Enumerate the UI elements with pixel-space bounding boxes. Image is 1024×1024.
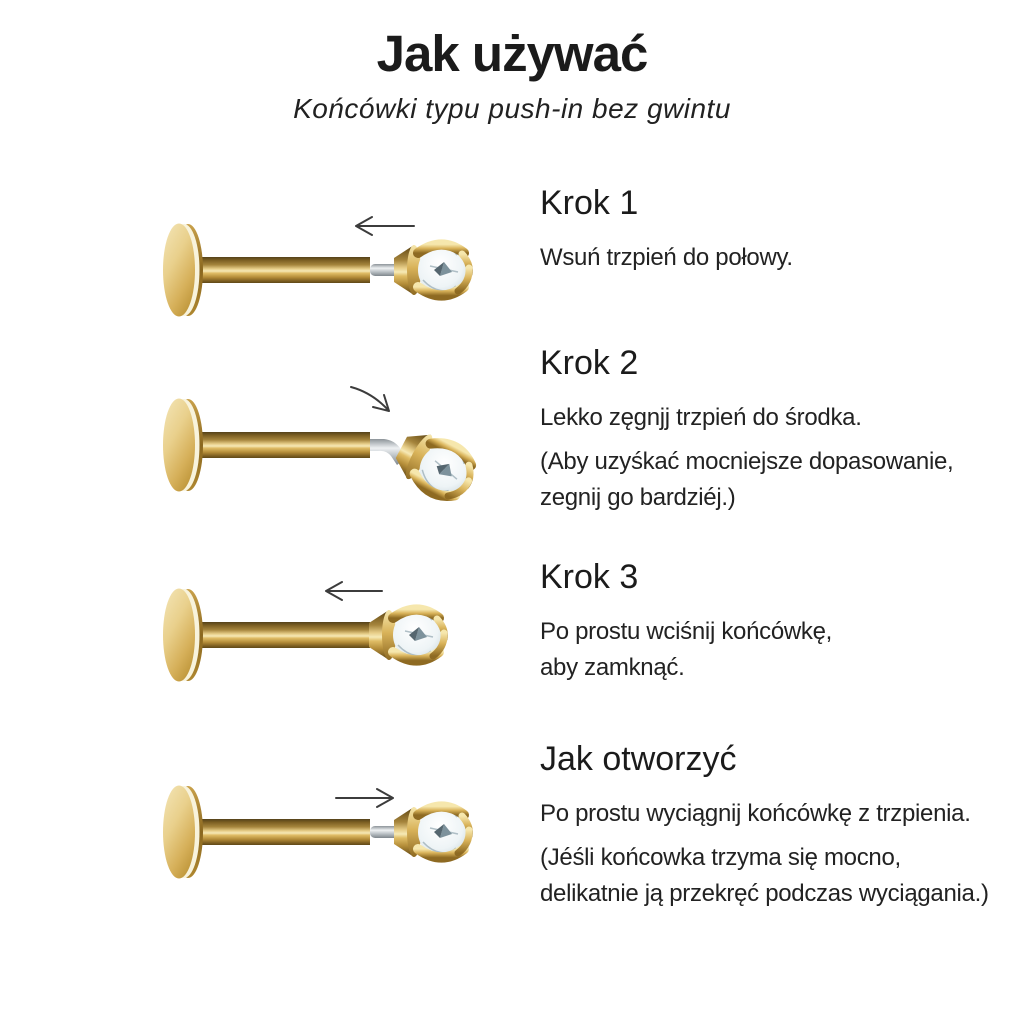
gem-top	[369, 609, 445, 661]
arrow-left-icon	[326, 582, 382, 600]
gem-top	[394, 244, 470, 296]
step-3-line-2: aby zamknąć.	[540, 654, 685, 681]
arrow-down-right-icon	[351, 387, 389, 411]
labret-disc-and-post	[163, 589, 370, 682]
step-1-text	[540, 182, 1024, 276]
step-2-heading: Krok 2	[540, 344, 639, 382]
step-1-heading: Krok 1	[540, 184, 639, 222]
step-2-line-1: Lekko zęgnjj trzpień do środka.	[540, 404, 862, 431]
gem-top	[394, 806, 470, 858]
step-3-illustration	[148, 565, 480, 715]
labret-disc-and-post	[163, 399, 370, 492]
step-4-heading: Jak otworzyć	[540, 740, 737, 778]
step-1-line-1: Wsuń trzpień do połowy.	[540, 244, 793, 271]
step-2-illustration	[148, 375, 480, 525]
step-3-heading: Krok 3	[540, 558, 639, 596]
labret-stud-pin-half-inserted	[163, 224, 470, 317]
gem-top	[389, 424, 480, 506]
arrow-right-icon	[336, 789, 393, 807]
step-4-line-1: Po prostu wyciągnij końcówkę z trzpienia.	[540, 800, 971, 827]
step-4-illustration	[148, 762, 480, 912]
labret-stud-pin-half-inserted	[163, 786, 470, 879]
step-4-line-2: (Jéśli końcowka trzyma się mocno,	[540, 844, 901, 871]
labret-stud-closed	[163, 589, 445, 682]
step-4-text	[540, 738, 1024, 912]
page-title: Jak używać	[376, 25, 648, 82]
step-1-illustration	[148, 200, 480, 350]
arrow-left-icon	[356, 217, 414, 235]
page-subtitle: Końcówki typu push-in bez gwintu	[293, 93, 731, 124]
labret-disc-and-post	[163, 224, 370, 317]
labret-stud-pin-bent	[163, 399, 480, 507]
step-4-line-3: delikatnie ją przekręć podczas wyciągania.)	[540, 880, 989, 907]
step-2-line-3: zegnij go bardziéj.)	[540, 484, 736, 511]
labret-disc-and-post	[163, 786, 370, 879]
step-2-text	[540, 342, 1024, 516]
step-2-line-2: (Aby uzyśkać mocniejsze dopasowanie,	[540, 448, 954, 475]
step-3-text	[540, 556, 1024, 686]
step-3-line-1: Po prostu wciśnij końcówkę,	[540, 618, 833, 645]
